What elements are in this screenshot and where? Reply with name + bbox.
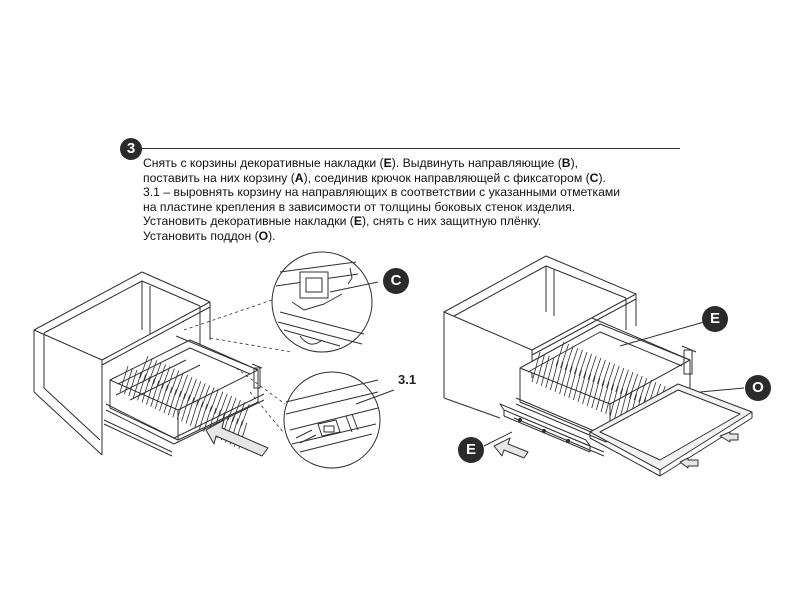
- instruction-line: Установить декоративные накладки (E), снять с них защитную плёнку.: [143, 214, 542, 229]
- detail-circle-c: [272, 252, 378, 352]
- instruction-line: 3.1 – выровнять корзину на направляющих в соответствии с указанными отметками: [143, 185, 621, 200]
- detail-label-3-1: 3.1: [398, 372, 417, 387]
- instruction-line: Установить поддон (O).: [143, 228, 276, 243]
- instruction-line: поставить на них корзину (A), соединив крючок направляющей с фиксатором (C).: [143, 170, 606, 185]
- cover-strip-arrow: [494, 438, 528, 458]
- step-number-badge: 3: [120, 138, 142, 160]
- callout-c: C: [383, 268, 409, 294]
- callout-o: O: [745, 375, 771, 401]
- tray-arrow-2: [680, 458, 698, 468]
- callout-e-top: E: [702, 306, 728, 332]
- tray-arrow-1: [720, 432, 738, 442]
- instruction-line: на пластине крепления в зависимости от толщины боковых стенок изделия.: [143, 199, 576, 214]
- callout-e-bottom: E: [458, 437, 484, 463]
- detail-circle-3-1: [284, 372, 394, 468]
- instruction-line: Снять с корзины декоративные накладки (E). Выдвинуть направляющие (B),: [143, 156, 579, 170]
- left-push-arrow: [206, 420, 268, 456]
